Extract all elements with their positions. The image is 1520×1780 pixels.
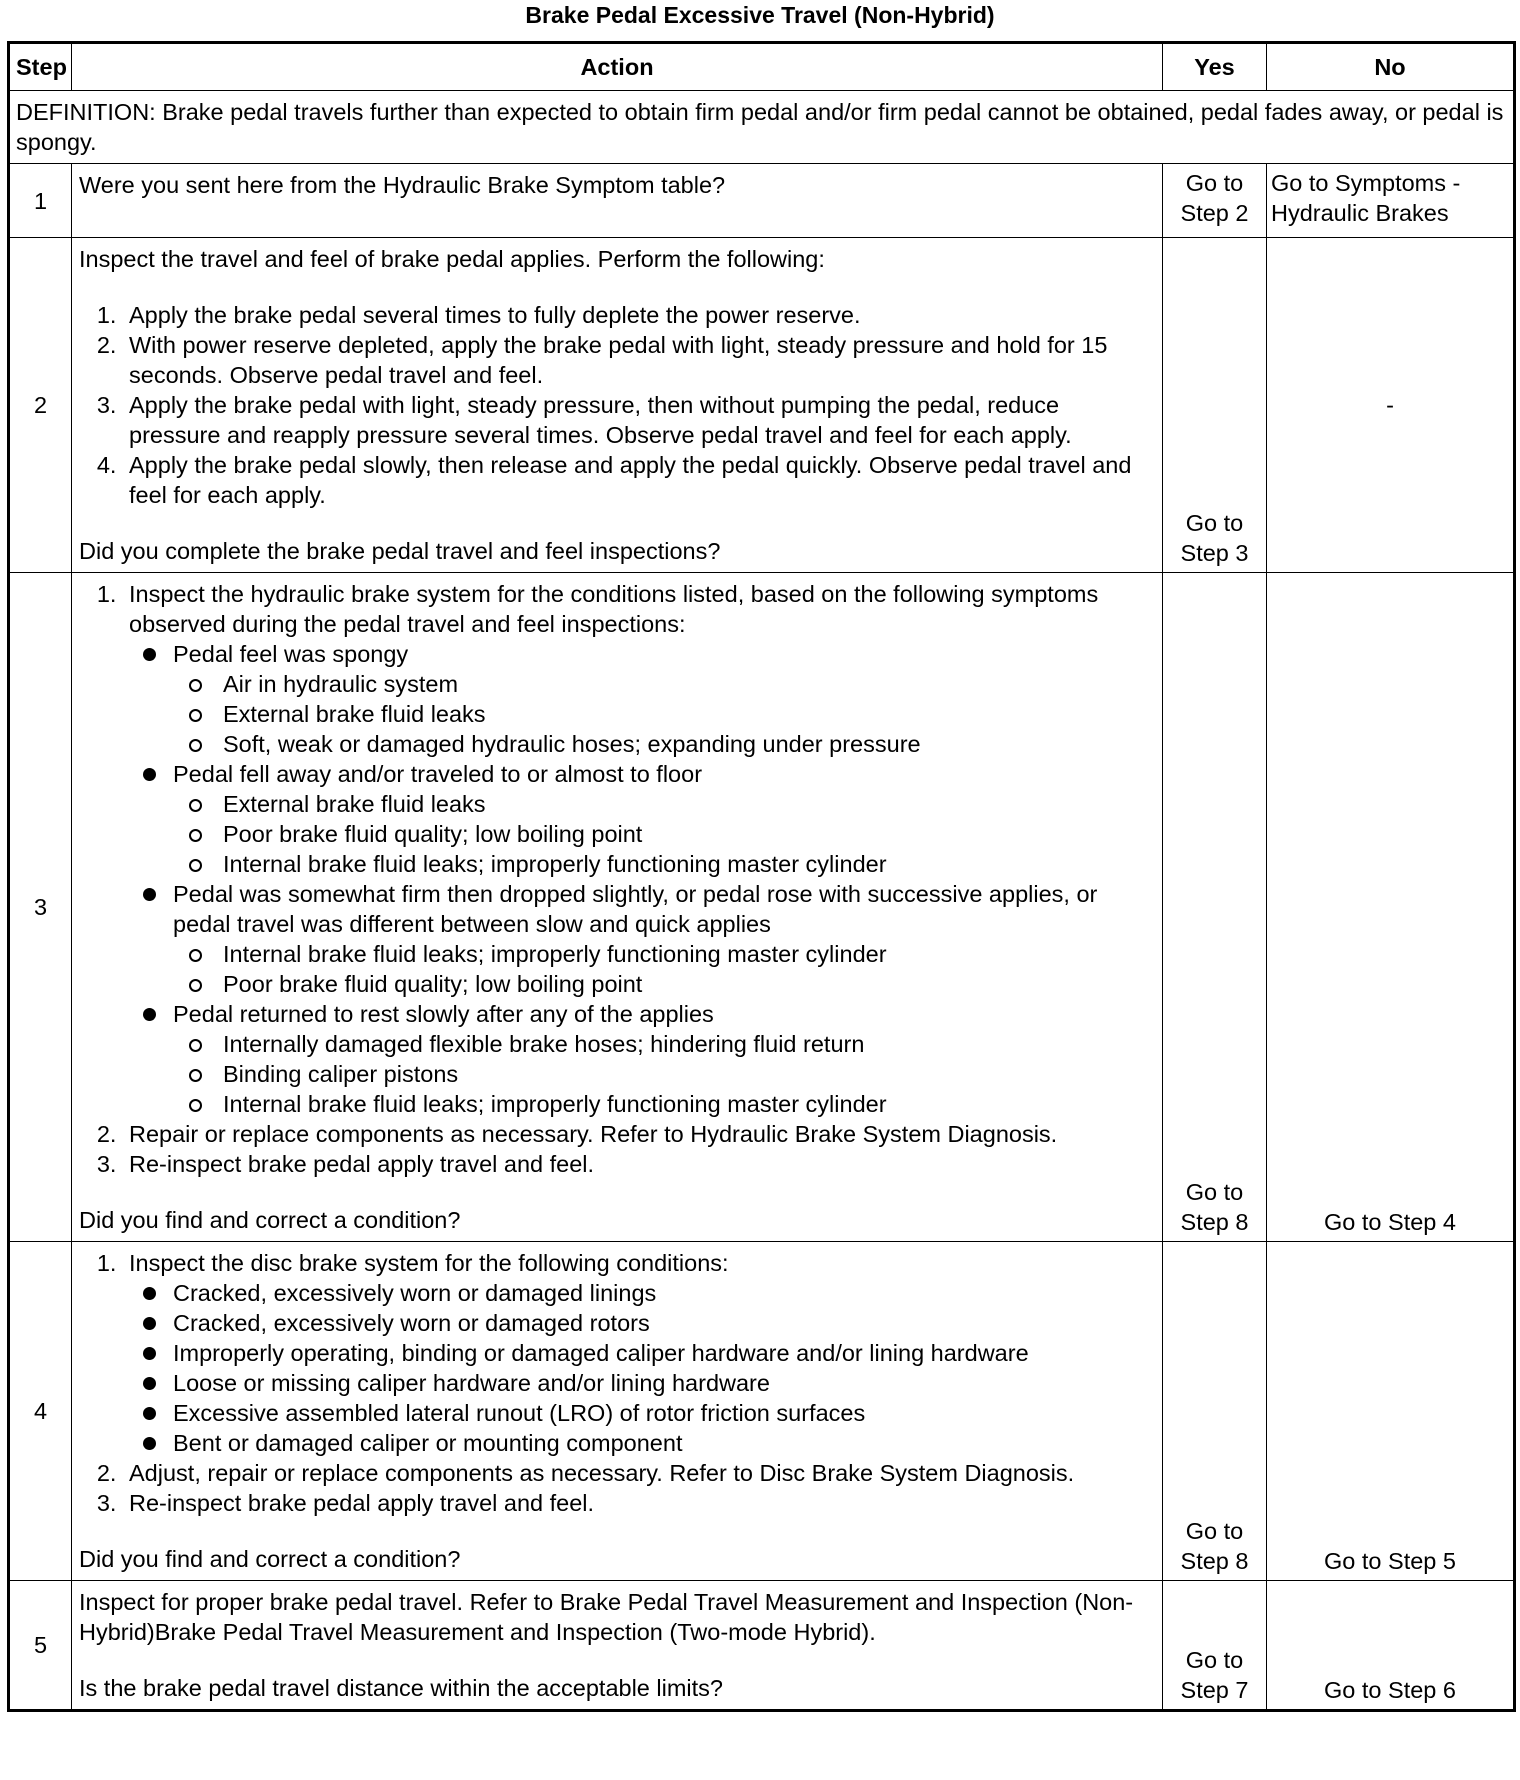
sub-bullet-item: Internal brake fluid leaks; improperly functioning master cylinder (223, 849, 1155, 879)
step-intro: Inspect for proper brake pedal travel. Refer to Brake Pedal Travel Measurement and Inspection (Non-Hybrid)Brake Pedal Travel Measurement and Inspection (Two-mode Hybrid). (79, 1589, 1134, 1645)
step-action (72, 238, 1163, 573)
list-item: 2. Adjust, repair or replace components as necessary. Refer to Disc Brake System Diagnosis. (123, 1458, 1155, 1488)
yes-cell: Go to Step 8 (1163, 573, 1267, 1242)
condition-list (173, 789, 1155, 879)
list-item: 2. With power reserve depleted, apply the brake pedal with light, steady pressure and hold for 15 seconds. Observe pedal travel and feel. (123, 330, 1155, 390)
bullet-item: Bent or damaged caliper or mounting component (173, 1428, 1155, 1458)
definition-row (9, 91, 1515, 164)
definition-text: DEFINITION: Brake pedal travels further than expected to obtain firm pedal and/or firm pedal cannot be obtained, pedal fades away, or pedal is spongy. (9, 91, 1515, 164)
yes-cell: Go to Step 8 (1163, 1242, 1267, 1581)
bullet-item: Cracked, excessively worn or damaged rotors (173, 1308, 1155, 1338)
list-item-text: Inspect the disc brake system for the following conditions: (129, 1250, 729, 1276)
step-row-4 (9, 1242, 1515, 1581)
sub-bullet-item: Poor brake fluid quality; low boiling point (223, 969, 1155, 999)
sub-bullet-item: Internal brake fluid leaks; improperly functioning master cylinder (223, 1089, 1155, 1119)
step-question: Is the brake pedal travel distance within the acceptable limits? (79, 1675, 723, 1701)
document-title: Brake Pedal Excessive Travel (Non-Hybrid) (525, 2, 995, 28)
no-cell: Go to Step 4 (1267, 573, 1515, 1242)
condition-list (173, 669, 1155, 759)
header-yes: Yes (1163, 43, 1267, 91)
diagnostic-table (7, 41, 1516, 1712)
sub-bullet-item: Binding caliper pistons (223, 1059, 1155, 1089)
no-cell: Go to Symptoms - Hydraulic Brakes (1267, 164, 1515, 238)
header-step: Step (9, 43, 72, 91)
bullet-item: Loose or missing caliper hardware and/or lining hardware (173, 1368, 1155, 1398)
yes-cell: Go to Step 2 (1163, 164, 1267, 238)
no-cell: Go to Step 5 (1267, 1242, 1515, 1581)
step-action (72, 573, 1163, 1242)
step-number: 4 (9, 1242, 72, 1581)
no-cell: Go to Step 6 (1267, 1581, 1515, 1711)
list-item (123, 579, 1155, 1119)
yes-cell: Go to Step 3 (1163, 238, 1267, 573)
sub-bullet-item: Internally damaged flexible brake hoses; hindering fluid return (223, 1029, 1155, 1059)
no-cell: - (1267, 238, 1515, 573)
list-item-text: Inspect the hydraulic brake system for the conditions listed, based on the following symptoms observed during the pedal travel and feel inspections: (129, 581, 1099, 637)
condition-list (173, 939, 1155, 999)
step-row-1 (9, 164, 1515, 238)
step-intro: Inspect the travel and feel of brake pedal applies. Perform the following: (79, 246, 825, 272)
sub-bullet-item: Internal brake fluid leaks; improperly functioning master cylinder (223, 939, 1155, 969)
bullet-item: Improperly operating, binding or damaged caliper hardware and/or lining hardware (173, 1338, 1155, 1368)
list-item: 3. Apply the brake pedal with light, steady pressure, then without pumping the pedal, reduce pressure and reapply pressure several times. Observe pedal travel and feel for each apply. (123, 390, 1155, 450)
sub-bullet-item: Poor brake fluid quality; low boiling point (223, 819, 1155, 849)
step-action (72, 1581, 1163, 1711)
bullet-item (173, 879, 1155, 999)
symptom-label: Pedal fell away and/or traveled to or almost to floor (173, 761, 703, 787)
header-action: Action (72, 43, 1163, 91)
sub-bullet-item: Air in hydraulic system (223, 669, 1155, 699)
step-row-5 (9, 1581, 1515, 1711)
step-action (72, 1242, 1163, 1581)
header-no: No (1267, 43, 1515, 91)
step-question: Were you sent here from the Hydraulic Brake Symptom table? (79, 172, 726, 198)
list-item: 2. Repair or replace components as necessary. Refer to Hydraulic Brake System Diagnosis. (123, 1119, 1155, 1149)
symptom-label: Pedal was somewhat firm then dropped slightly, or pedal rose with successive applies, or pedal travel was different between slow and quick applies (173, 881, 1098, 937)
procedure-list (79, 300, 1155, 510)
list-item: 4. Apply the brake pedal slowly, then release and apply the pedal quickly. Observe pedal travel and feel for each apply. (123, 450, 1155, 510)
sub-bullet-item: External brake fluid leaks (223, 699, 1155, 729)
step-number: 5 (9, 1581, 72, 1711)
list-item: 1. Apply the brake pedal several times to fully deplete the power reserve. (123, 300, 1155, 330)
condition-list (173, 1029, 1155, 1119)
bullet-item (173, 759, 1155, 879)
step-question: Did you find and correct a condition? (79, 1546, 461, 1572)
list-item: 3. Re-inspect brake pedal apply travel and feel. (123, 1149, 1155, 1179)
list-item: 3. Re-inspect brake pedal apply travel and feel. (123, 1488, 1155, 1518)
step-question: Did you complete the brake pedal travel and feel inspections? (79, 538, 721, 564)
step-number: 1 (9, 164, 72, 238)
bullet-item (173, 999, 1155, 1119)
step-question: Did you find and correct a condition? (79, 1207, 461, 1233)
procedure-list (79, 1248, 1155, 1518)
condition-list (129, 1278, 1155, 1458)
symptom-label: Pedal feel was spongy (173, 641, 409, 667)
symptom-list (129, 639, 1155, 1119)
bullet-item (173, 639, 1155, 759)
bullet-item: Excessive assembled lateral runout (LRO) of rotor friction surfaces (173, 1398, 1155, 1428)
symptom-label: Pedal returned to rest slowly after any of the applies (173, 1001, 714, 1027)
step-row-2 (9, 238, 1515, 573)
list-item (123, 1248, 1155, 1458)
bullet-item: Cracked, excessively worn or damaged linings (173, 1278, 1155, 1308)
step-number: 3 (9, 573, 72, 1242)
yes-cell: Go to Step 7 (1163, 1581, 1267, 1711)
step-number: 2 (9, 238, 72, 573)
sub-bullet-item: Soft, weak or damaged hydraulic hoses; expanding under pressure (223, 729, 1155, 759)
step-row-3 (9, 573, 1515, 1242)
step-action (72, 164, 1163, 238)
header-row (9, 43, 1515, 91)
procedure-list (79, 579, 1155, 1179)
sub-bullet-item: External brake fluid leaks (223, 789, 1155, 819)
